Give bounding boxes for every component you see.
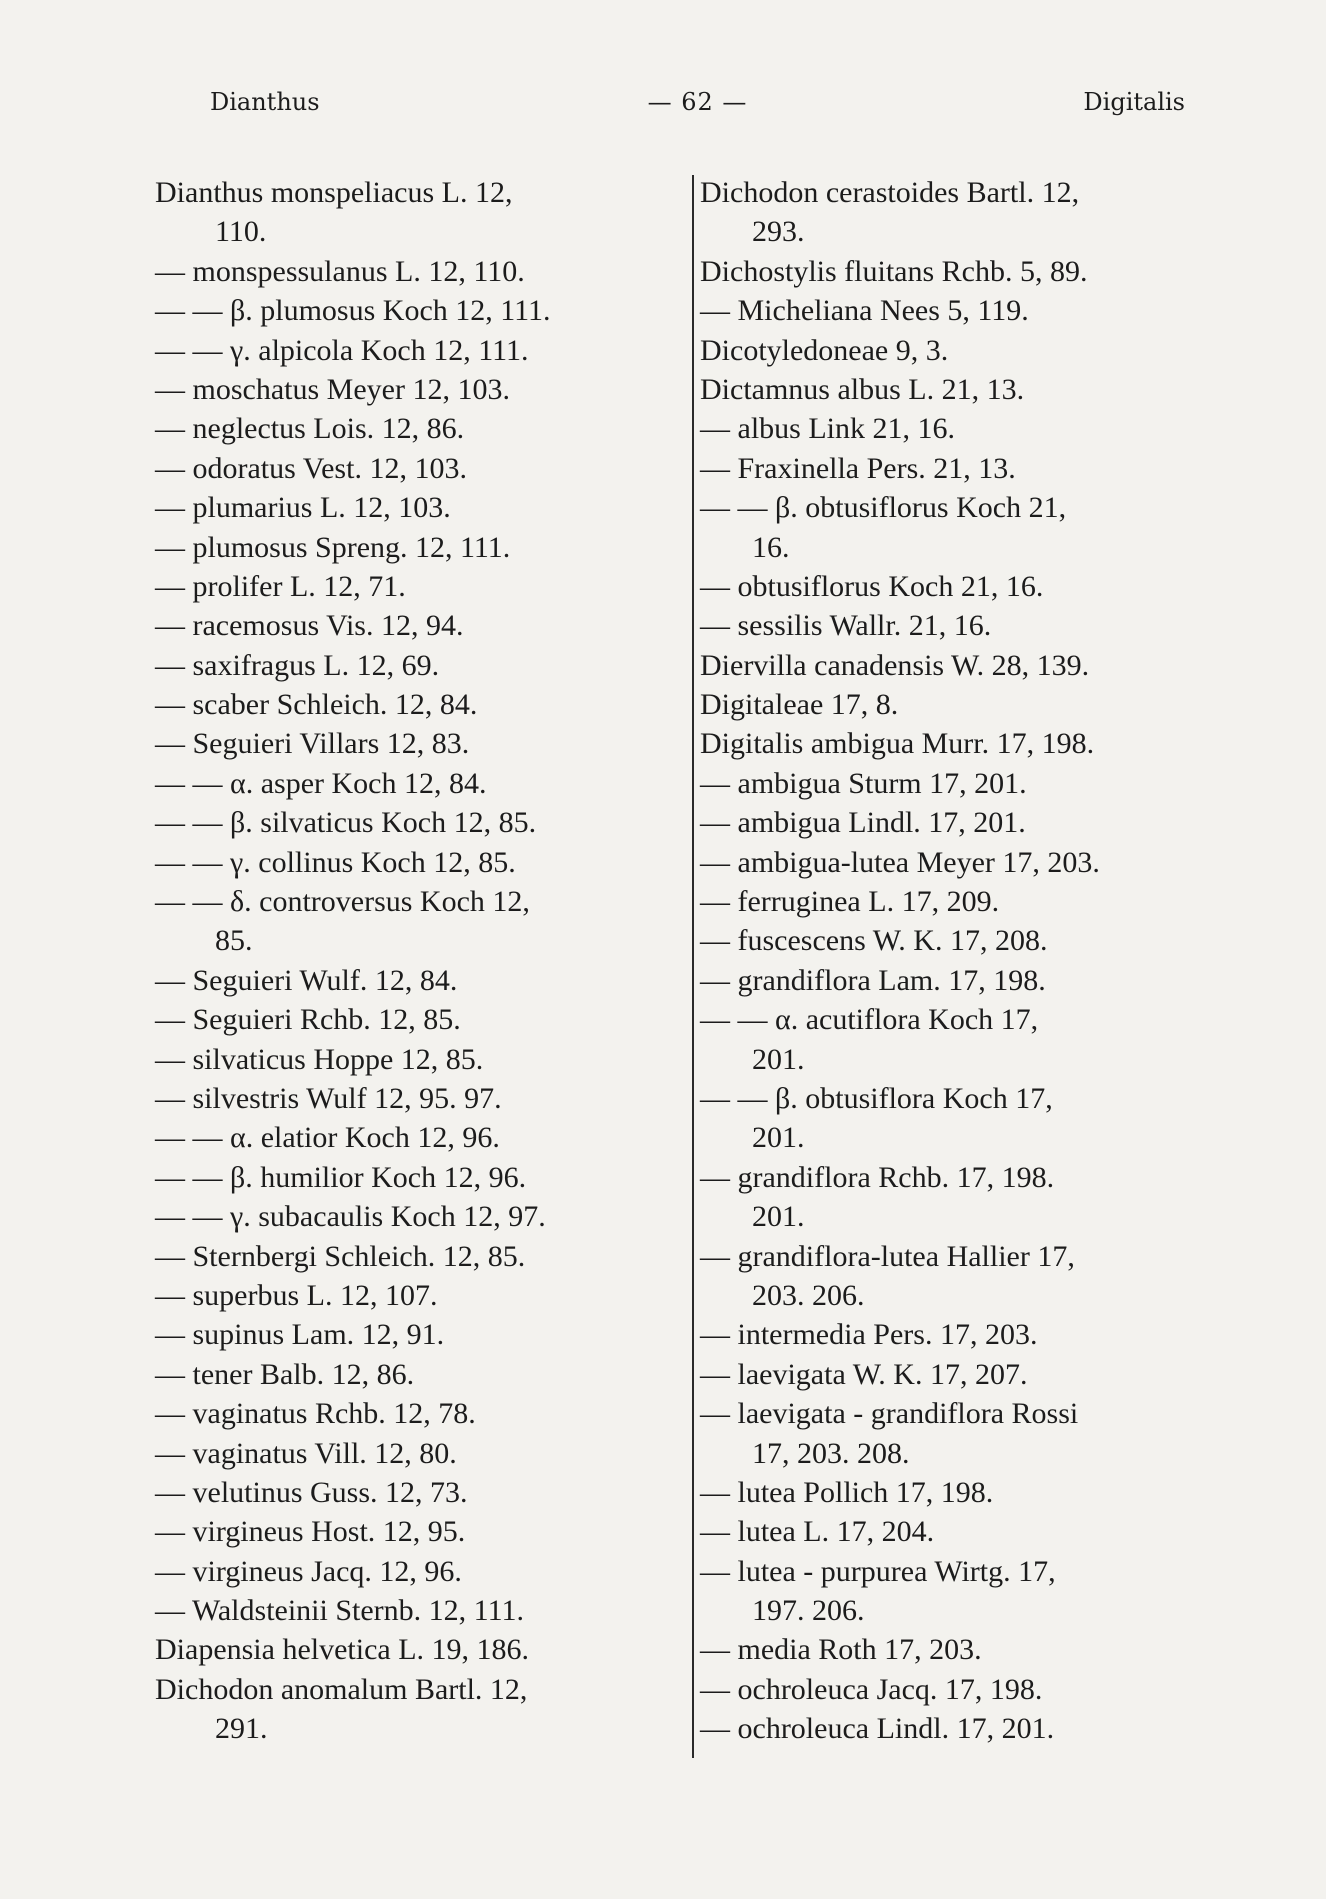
index-entry-text: — grandiflora Lam. 17, 198.: [700, 963, 1046, 997]
index-entry-text: — odoratus Vest. 12, 103.: [155, 451, 467, 485]
index-entry: [155, 1630, 680, 1669]
index-entry: [155, 409, 680, 448]
index-entry-text: Diervilla canadensis W. 28, 139.: [700, 648, 1090, 682]
index-entry: [155, 1473, 680, 1512]
index-entry-text: — ochroleuca Lindl. 17, 201.: [700, 1712, 1055, 1746]
index-entry-text: — lutea - purpurea Wirtg. 17,: [700, 1554, 1056, 1588]
index-entry-text: — silvaticus Hoppe 12, 85.: [155, 1042, 484, 1076]
index-entry-text: — Seguieri Wulf. 12, 84.: [155, 963, 458, 997]
index-entry: [700, 488, 1260, 527]
index-entry-text: — Waldsteinii Sternb. 12, 111.: [155, 1594, 524, 1628]
index-entry: [700, 449, 1260, 488]
page-number: — 62 —: [647, 88, 748, 116]
index-entry: [700, 1709, 1260, 1748]
index-entry: [700, 1079, 1260, 1118]
index-entry-text: — supinus Lam. 12, 91.: [155, 1318, 445, 1352]
index-entry-text: — Seguieri Villars 12, 83.: [155, 727, 470, 761]
index-entry-text: — — β. silvaticus Koch 12, 85.: [155, 806, 537, 840]
index-entry: [155, 252, 680, 291]
index-entry-text: — albus Link 21, 16.: [700, 412, 955, 446]
index-entry-text: — grandiflora Rchb. 17, 198.: [700, 1160, 1055, 1194]
index-entry: [700, 1591, 1260, 1630]
index-entry-text: — obtusiflorus Koch 21, 16.: [700, 569, 1044, 603]
index-entry: [700, 606, 1260, 645]
index-entry-text: — ambigua Sturm 17, 201.: [700, 766, 1027, 800]
index-entry: [155, 291, 680, 330]
index-entry-text: — laevigata - grandiflora Rossi: [700, 1397, 1079, 1431]
index-entry-text: — saxifragus L. 12, 69.: [155, 648, 440, 682]
index-entry: [700, 764, 1260, 803]
index-entry: [155, 1040, 680, 1079]
index-entry-text: — ambigua-lutea Meyer 17, 203.: [700, 845, 1100, 879]
index-entry-text: — prolifer L. 12, 71.: [155, 569, 406, 603]
index-entry-text: — racemosus Vis. 12, 94.: [155, 609, 464, 643]
index-entry: [700, 173, 1260, 212]
index-entry-text: Dicotyledoneae 9, 3.: [700, 333, 949, 367]
index-entry-text: — grandiflora-lutea Hallier 17,: [700, 1239, 1075, 1273]
index-entry: [700, 724, 1260, 763]
index-entry: [155, 449, 680, 488]
index-entry: [700, 1315, 1260, 1354]
index-entry-text: — velutinus Guss. 12, 73.: [155, 1475, 468, 1509]
index-entry: [155, 1118, 680, 1157]
index-entry-text: — vaginatus Rchb. 12, 78.: [155, 1397, 476, 1431]
index-entry: [700, 1630, 1260, 1669]
column-divider: [692, 175, 694, 1758]
index-entry-text: 16.: [752, 530, 790, 564]
index-entry: [700, 843, 1260, 882]
index-entry: [700, 803, 1260, 842]
index-entry-text: — neglectus Lois. 12, 86.: [155, 412, 465, 446]
index-entry: [700, 291, 1260, 330]
left-index-column: [155, 173, 680, 1749]
index-entry: [700, 1394, 1260, 1433]
index-entry-text: — sessilis Wallr. 21, 16.: [700, 609, 992, 643]
index-entry-text: Digitalis ambigua Murr. 17, 198.: [700, 727, 1095, 761]
index-entry: [155, 961, 680, 1000]
index-entry: [700, 1158, 1260, 1197]
index-entry: [700, 212, 1260, 251]
index-entry: [700, 1552, 1260, 1591]
index-entry-text: — fuscescens W. K. 17, 208.: [700, 924, 1048, 958]
index-entry: [155, 724, 680, 763]
index-entry-text: — vaginatus Vill. 12, 80.: [155, 1436, 457, 1470]
index-entry-text: — moschatus Meyer 12, 103.: [155, 372, 510, 406]
index-entry: [155, 1591, 680, 1630]
index-entry-text: — media Roth 17, 203.: [700, 1633, 982, 1667]
running-header: [210, 88, 1185, 128]
index-entry-text: 201.: [752, 1121, 805, 1155]
index-entry-text: — laevigata W. K. 17, 207.: [700, 1357, 1028, 1391]
index-entry: [700, 1670, 1260, 1709]
index-entry-text: Dictamnus albus L. 21, 13.: [700, 372, 1025, 406]
index-entry-text: — — β. obtusiflora Koch 17,: [700, 1081, 1053, 1115]
index-entry: [700, 331, 1260, 370]
index-entry: [155, 606, 680, 645]
header-right-term: Digitalis: [1083, 88, 1185, 116]
index-entry: [155, 1394, 680, 1433]
index-entry: [700, 409, 1260, 448]
index-entry-text: — — α. asper Koch 12, 84.: [155, 766, 487, 800]
index-entry-text: — plumosus Spreng. 12, 111.: [155, 530, 511, 564]
index-entry-text: 201.: [752, 1200, 805, 1234]
index-entry: [155, 173, 680, 212]
index-entry: [155, 212, 680, 251]
index-entry: [155, 646, 680, 685]
index-entry: [700, 567, 1260, 606]
index-entry: [155, 331, 680, 370]
index-entry-text: — — β. humilior Koch 12, 96.: [155, 1160, 527, 1194]
index-entry: [155, 1709, 680, 1748]
index-entry-text: — — γ. subacaulis Koch 12, 97.: [155, 1200, 546, 1234]
index-entry: [700, 252, 1260, 291]
index-entry-text: — silvestris Wulf 12, 95. 97.: [155, 1081, 502, 1115]
index-entry-text: — Seguieri Rchb. 12, 85.: [155, 1003, 461, 1037]
index-entry: [700, 370, 1260, 409]
index-entry: [155, 528, 680, 567]
index-entry-text: Digitaleae 17, 8.: [700, 688, 899, 722]
index-entry-text: 110.: [215, 215, 267, 249]
index-entry: [155, 1434, 680, 1473]
index-entry-text: — superbus L. 12, 107.: [155, 1278, 438, 1312]
index-entry-text: Dichostylis fluitans Rchb. 5, 89.: [700, 254, 1088, 288]
index-entry: [155, 921, 680, 960]
index-entry: [155, 1276, 680, 1315]
index-entry: [155, 1670, 680, 1709]
index-entry-text: — Sternbergi Schleich. 12, 85.: [155, 1239, 526, 1273]
index-entry-text: — intermedia Pers. 17, 203.: [700, 1318, 1038, 1352]
index-entry-text: — — α. acutiflora Koch 17,: [700, 1003, 1039, 1037]
index-entry: [700, 528, 1260, 567]
index-entry-text: — scaber Schleich. 12, 84.: [155, 688, 478, 722]
index-entry-text: — ferruginea L. 17, 209.: [700, 885, 1000, 919]
index-entry: [155, 1315, 680, 1354]
index-entry: [700, 1355, 1260, 1394]
index-entry: [155, 1158, 680, 1197]
index-entry-text: — ochroleuca Jacq. 17, 198.: [700, 1672, 1043, 1706]
index-entry-text: — tener Balb. 12, 86.: [155, 1357, 415, 1391]
index-entry: [700, 1118, 1260, 1157]
index-entry-text: — — β. obtusiflorus Koch 21,: [700, 491, 1067, 525]
index-entry: [700, 1512, 1260, 1551]
index-entry-text: Diapensia helvetica L. 19, 186.: [155, 1633, 530, 1667]
header-left-term: Dianthus: [210, 88, 320, 116]
index-entry: [700, 1473, 1260, 1512]
index-entry: [700, 1040, 1260, 1079]
index-entry-text: 197. 206.: [752, 1594, 865, 1628]
index-entry: [155, 1000, 680, 1039]
index-entry: [155, 370, 680, 409]
index-entry-text: — — α. elatior Koch 12, 96.: [155, 1121, 500, 1155]
index-entry-text: — — δ. controversus Koch 12,: [155, 885, 530, 919]
index-entry-text: Dichodon cerastoides Bartl. 12,: [700, 176, 1080, 209]
index-entry: [700, 1276, 1260, 1315]
index-entry: [700, 1434, 1260, 1473]
index-entry-text: 201.: [752, 1042, 805, 1076]
index-entry-text: — — γ. alpicola Koch 12, 111.: [155, 333, 529, 367]
index-entry-text: — lutea L. 17, 204.: [700, 1515, 935, 1549]
index-entry: [155, 803, 680, 842]
index-entry-text: 291.: [215, 1712, 268, 1746]
index-entry: [155, 1197, 680, 1236]
index-entry-text: 203. 206.: [752, 1278, 865, 1312]
index-entry: [155, 764, 680, 803]
index-entry-text: — ambigua Lindl. 17, 201.: [700, 806, 1026, 840]
index-entry-text: — Micheliana Nees 5, 119.: [700, 294, 1029, 328]
index-entry: [155, 685, 680, 724]
index-entry: [700, 882, 1260, 921]
index-entry-text: Dianthus monspeliacus L. 12,: [155, 176, 513, 209]
index-entry-text: — plumarius L. 12, 103.: [155, 491, 451, 525]
index-entry-text: — monspessulanus L. 12, 110.: [155, 254, 525, 288]
index-entry: [155, 882, 680, 921]
index-entry-text: 17, 203. 208.: [752, 1436, 910, 1470]
index-entry: [700, 1000, 1260, 1039]
index-entry: [700, 1237, 1260, 1276]
index-entry: [155, 488, 680, 527]
index-entry: [700, 961, 1260, 1000]
index-entry-text: Dichodon anomalum Bartl. 12,: [155, 1672, 528, 1706]
index-entry-text: — Fraxinella Pers. 21, 13.: [700, 451, 1016, 485]
index-entry: [155, 1552, 680, 1591]
index-entry: [700, 646, 1260, 685]
index-entry-text: — — γ. collinus Koch 12, 85.: [155, 845, 516, 879]
index-entry: [700, 685, 1260, 724]
index-entry-text: — lutea Pollich 17, 198.: [700, 1475, 994, 1509]
index-entry-text: 85.: [215, 924, 253, 958]
index-entry-text: — virgineus Host. 12, 95.: [155, 1515, 466, 1549]
index-entry: [155, 1512, 680, 1551]
index-entry: [155, 567, 680, 606]
index-entry: [700, 921, 1260, 960]
index-entry: [155, 1237, 680, 1276]
right-index-column: [700, 173, 1260, 1749]
index-entry: [700, 1197, 1260, 1236]
index-entry-text: 293.: [752, 215, 805, 249]
index-entry: [155, 843, 680, 882]
index-entry-text: — — β. plumosus Koch 12, 111.: [155, 294, 551, 328]
index-entry-text: — virgineus Jacq. 12, 96.: [155, 1554, 462, 1588]
index-entry: [155, 1355, 680, 1394]
index-entry: [155, 1079, 680, 1118]
